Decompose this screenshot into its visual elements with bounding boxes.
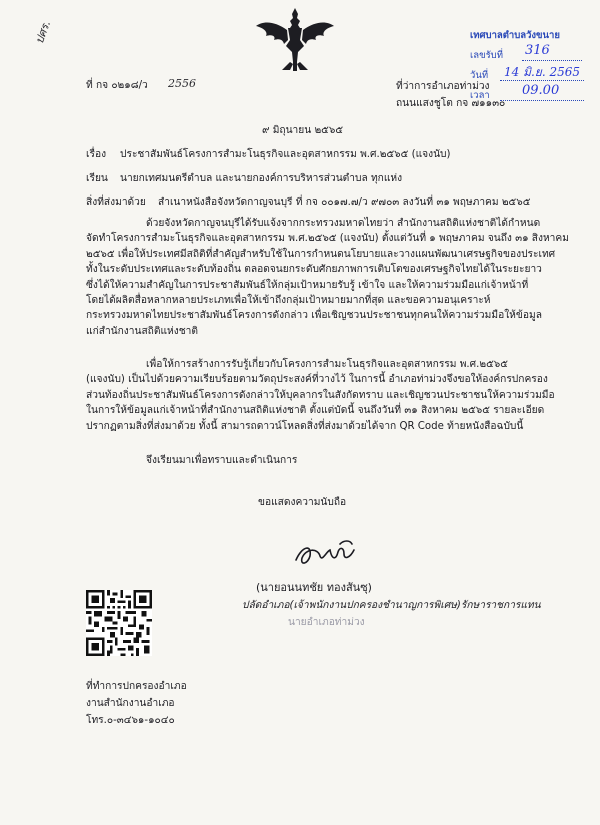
- footer-phone: โทร.๐-๓๔๖๑-๑๐๔๐: [86, 715, 175, 726]
- paragraph-line: ส่วนท้องถิ่นประชาสัมพันธ์โครงการดังกล่าวให้บุคลากรในสังกัดทราบ และเชิญชวนประชาชนให้ความร่วมมือ: [86, 389, 555, 401]
- stamp-receive-label: เลขรับที่: [470, 50, 503, 61]
- paragraph-line: กระทรวงมหาดไทยประชาสัมพันธ์โครงการดังกล่าว เพื่อเชิญชวนประชาชนทุกคนให้ความร่วมมือให้ข้อมูล: [86, 310, 542, 322]
- document-number: ที่ กจ ๐๒๑๘/ว: [86, 80, 148, 91]
- office-address-line2: ถนนแสงชูโต กจ ๗๑๑๓๐: [396, 98, 506, 109]
- paragraph-line: แก่สำนักงานสถิติแห่งชาติ: [86, 325, 198, 337]
- footer-office: ที่ทำการปกครองอำเภอ: [86, 681, 187, 692]
- document-date: ๙ มิถุนายน ๒๕๖๕: [262, 125, 344, 136]
- qr-code: [86, 590, 152, 656]
- stamp-date-value: 14 มิ.ย. 2565: [504, 65, 581, 79]
- garuda-emblem: [254, 6, 336, 72]
- regards-text: ขอแสดงความนับถือ: [258, 497, 347, 508]
- stamp-time-label: เวลา: [470, 90, 490, 101]
- stamp-date-label: วันที่: [470, 70, 489, 81]
- recipient-label: เรียน: [86, 173, 108, 184]
- paragraph-line: จัดทำโครงการสำมะโนธุรกิจและอุตสาหกรรม พ.ศ.๒๕๖๕ (แจงนับ) ตั้งแต่วันที่ ๑ พฤษภาคม จนถึง ๓๑ สิงหาคม: [86, 233, 569, 245]
- closing-text: จึงเรียนมาเพื่อทราบและดำเนินการ: [146, 455, 298, 466]
- office-address-line1: ที่ว่าการอำเภอท่าม่วง: [396, 81, 490, 92]
- paragraph-line: โดยได้ผลิตสื่อหลากหลายประเภทเพื่อให้เข้าถึงกลุ่มเป้าหมายมากที่สุด และขอความอนุเคราะห์: [86, 295, 491, 307]
- signer-title-2: นายอำเภอท่าม่วง: [288, 617, 365, 628]
- paragraph-line: ทั้งในระดับประเทศและระดับท้องถิ่น ตลอดจนยกระดับศักยภาพการเติบโตของเศรษฐกิจไทยได้ในระยะยาว: [86, 264, 542, 276]
- signer-name: (นายอนนทชัย ทองสันซุ): [256, 581, 372, 594]
- signature: [292, 538, 364, 572]
- document-number-handwritten: 2556: [168, 77, 196, 90]
- enclosure-text: สำเนาหนังสือจังหวัดกาญจนบุรี ที่ กจ ๐๐๑๗.๗/ว ๙๗๐๓ ลงวันที่ ๓๑ พฤษภาคม ๒๕๖๕: [158, 197, 531, 208]
- paragraph-line: ปรากฏตามสิ่งที่ส่งมาด้วย ทั้งนี้ สามารถดาวน์โหลดสิ่งที่ส่งมาด้วยได้จาก QR Code ท้ายหนังสือฉบับนี้: [86, 420, 524, 432]
- paragraph-line: ในการให้ข้อมูลแก่เจ้าหน้าที่สำนักงานสถิติแห่งชาติ ตั้งแต่บัดนี้ จนถึงวันที่ ๓๑ สิงหาคม ๒๕๖๕ รายละเอียด: [86, 405, 545, 417]
- enclosure-label: สิ่งที่ส่งมาด้วย: [86, 197, 146, 208]
- stamp-receive-value: 316: [525, 43, 550, 58]
- stamp-time-value: 09.00: [522, 83, 560, 98]
- footer-unit: งานสำนักงานอำเภอ: [86, 698, 175, 709]
- paragraph-line: ๒๕๖๕ เพื่อให้ประเทศมีสถิติที่สำคัญสำหรับใช้ในการกำหนดนโยบายและวางแผนพัฒนาเศรษฐกิจของประเทศ: [86, 248, 556, 260]
- recipient-text: นายกเทศมนตรีตำบล และนายกองค์การบริหารส่วนตำบล ทุกแห่ง: [120, 173, 403, 184]
- paragraph-line: ด้วยจังหวัดกาญจนบุรีได้รับแจ้งจากกระทรวงมหาดไทยว่า สำนักงานสถิติแห่งชาติได้กำหนด: [146, 218, 541, 229]
- paragraph-line: ซึ่งได้ให้ความสำคัญในการประชาสัมพันธ์ให้กลุ่มเป้าหมายรับรู้ เข้าใจ และให้ความร่วมมือแก่เจ้าหน้าที่: [86, 279, 529, 291]
- body-paragraph-2: [86, 357, 566, 434]
- paragraph-line: (แจงนับ) เป็นไปด้วยความเรียบร้อยตามวัตถุประสงค์ที่วางไว้ ในการนี้ อำเภอท่าม่วงจึงขอให้องค์กรปกครอง: [86, 374, 548, 386]
- signer-title: ปลัดอำเภอ(เจ้าพนักงานปกครองชำนาญการพิเศษ)รักษาราชการแทน: [242, 600, 541, 611]
- stamp-agency: เทศบาลตำบลวังขนาย: [470, 30, 560, 41]
- subject-label: เรื่อง: [86, 149, 107, 160]
- body-paragraph-1: [86, 216, 569, 339]
- subject-text: ประชาสัมพันธ์โครงการสำมะโนธุรกิจและอุตสาหกรรม พ.ศ.๒๕๖๕ (แจงนับ): [120, 149, 451, 160]
- margin-note: ปศร.: [32, 19, 54, 46]
- paragraph-line: เพื่อให้การสร้างการรับรู้เกี่ยวกับโครงการสำมะโนธุรกิจและอุตสาหกรรม พ.ศ.๒๕๖๕: [146, 359, 508, 370]
